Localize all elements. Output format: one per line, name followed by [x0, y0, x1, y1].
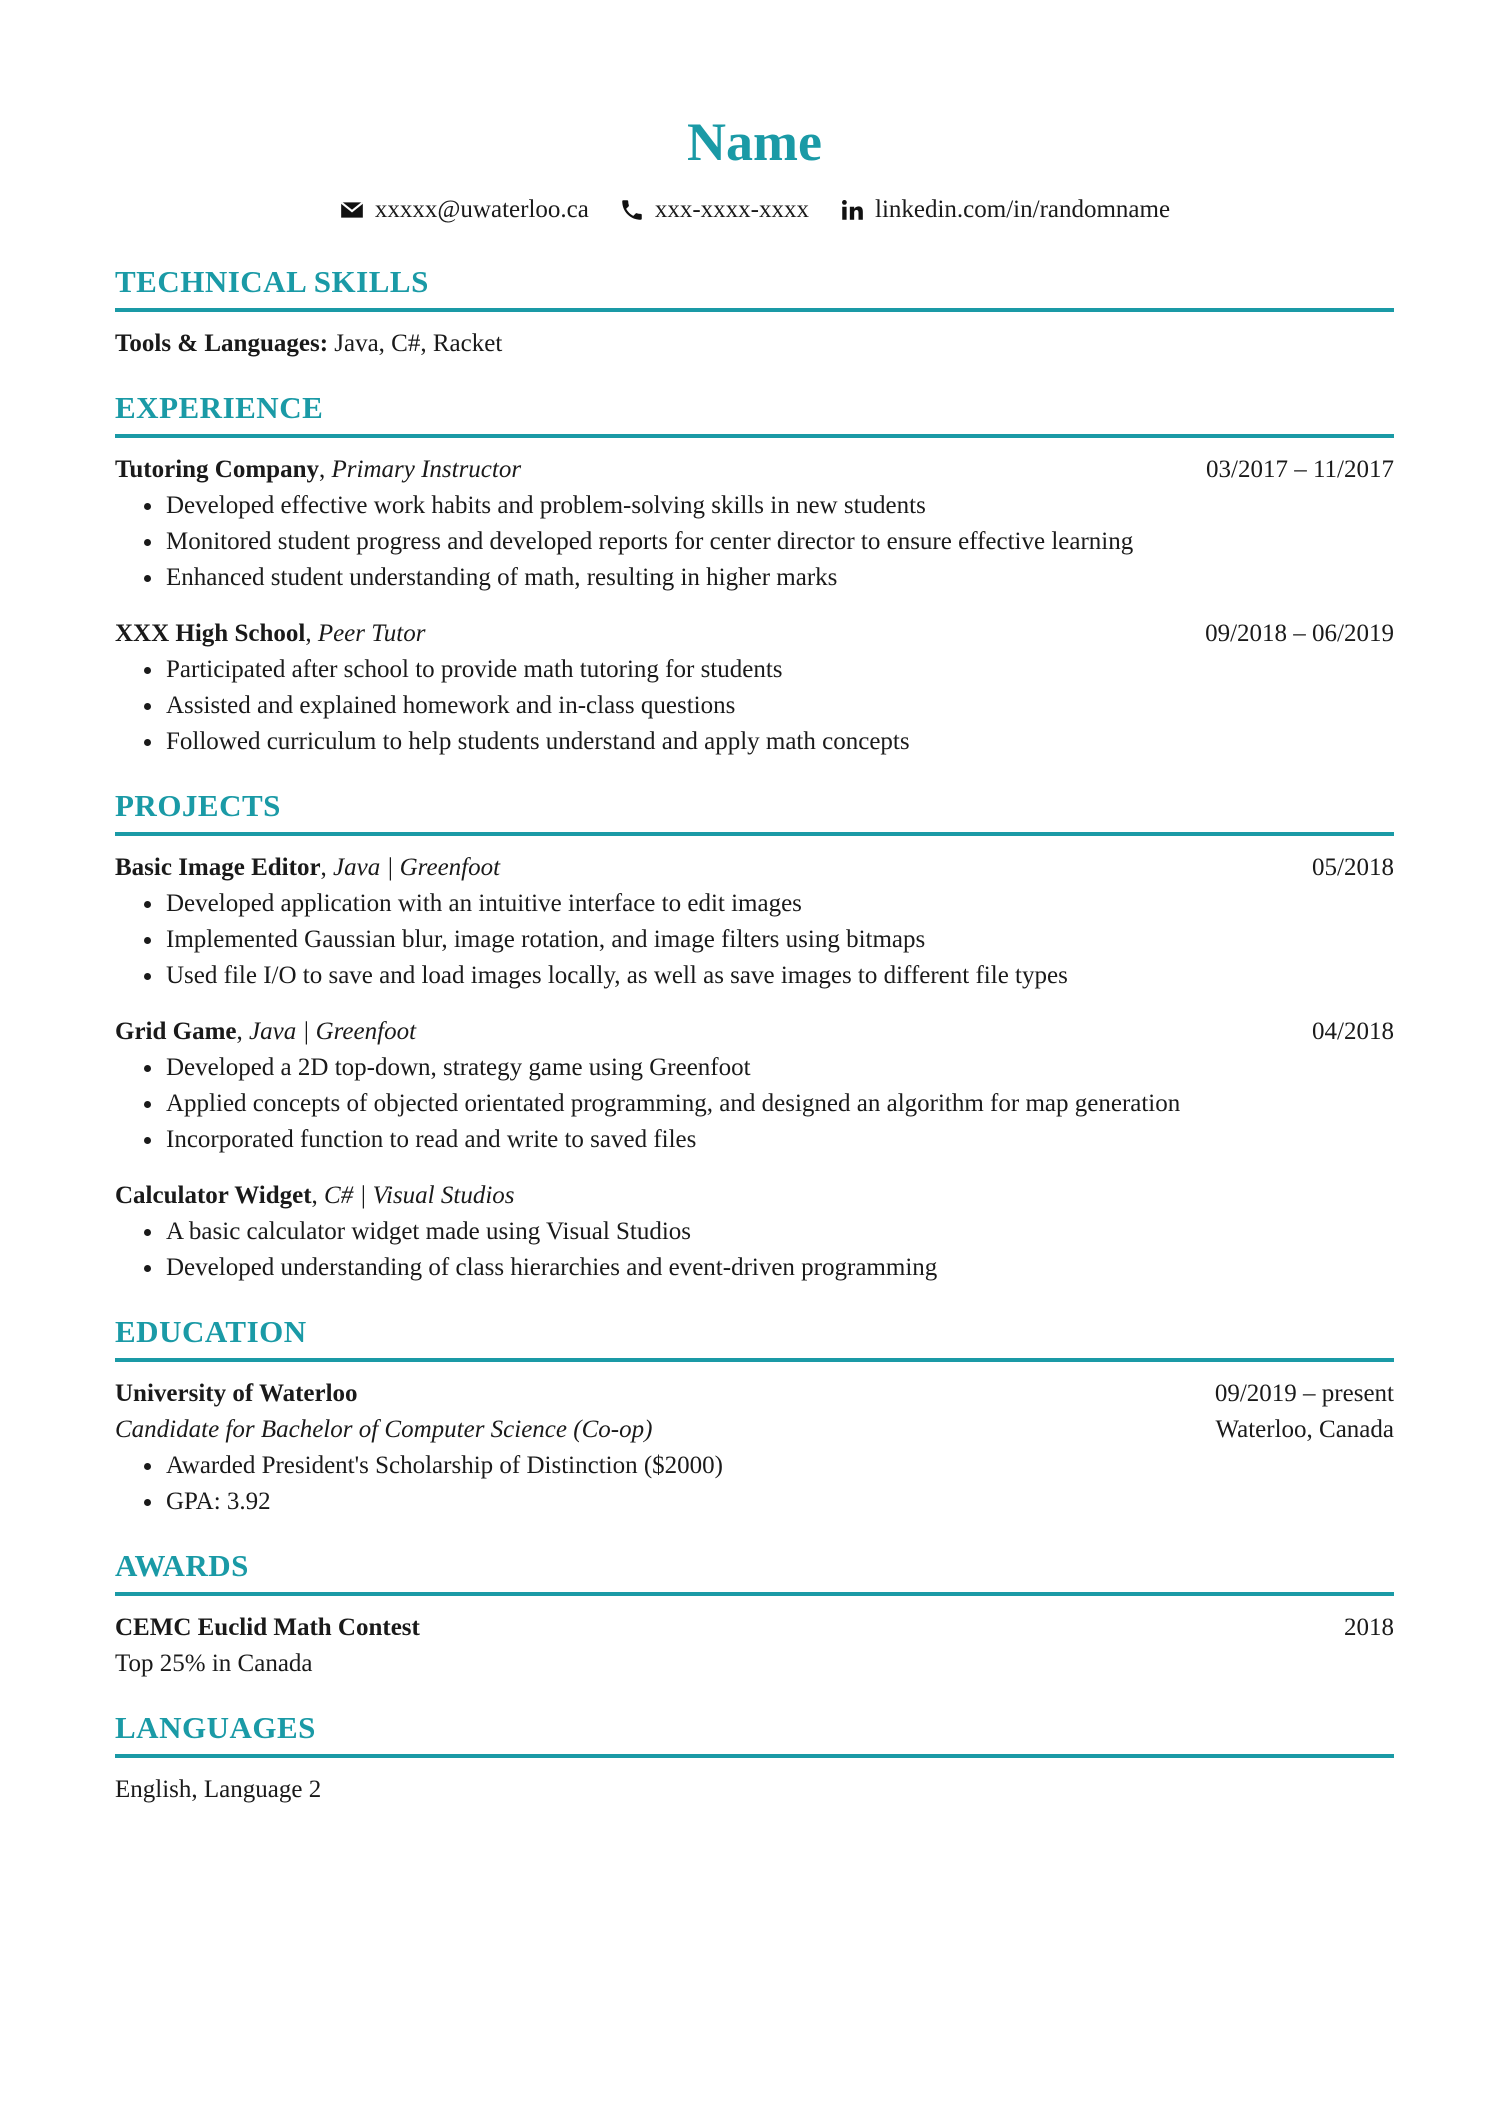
- education-school: University of Waterloo: [115, 1380, 358, 1407]
- section-languages: [115, 1708, 1394, 1808]
- section-education: [115, 1312, 1394, 1520]
- section-experience: [115, 388, 1394, 760]
- education-entry: [115, 1376, 1394, 1520]
- bullet-item: Monitored student progress and developed reports for center director to ensure effective learning: [166, 524, 1206, 560]
- linkedin-icon: [839, 197, 865, 223]
- phone-icon: [619, 197, 645, 223]
- section-title: AWARDS: [115, 1546, 1394, 1596]
- resume-name: Name: [687, 112, 822, 172]
- section-title: LANGUAGES: [115, 1708, 1394, 1758]
- bullet-item: Incorporated function to read and write to saved files: [166, 1122, 1206, 1158]
- bullet-item: Developed understanding of class hierarchies and event-driven programming: [166, 1250, 1206, 1286]
- project-tech: Java | Greenfoot: [249, 1018, 417, 1045]
- experience-org: Tutoring Company: [115, 456, 319, 483]
- bullet-item: Awarded President's Scholarship of Distinction ($2000): [166, 1448, 1206, 1484]
- project-date: 05/2018: [1312, 854, 1394, 881]
- experience-entry: XXX High School, Peer Tutor 09/2018 – 06/2019 Participated after school to provide math tutoring for students Assisted and explained homework and in-class questions Followed curriculum to help students understand and apply math concepts: [115, 616, 1394, 760]
- envelope-icon: [339, 197, 365, 223]
- project-entry: Calculator Widget, C# | Visual Studios A basic calculator widget made using Visual Studios Developed understanding of class hierarchies and event-driven programming: [115, 1178, 1394, 1286]
- section-awards: [115, 1546, 1394, 1682]
- award-entry: [115, 1610, 1394, 1682]
- bullet-item: Developed application with an intuitive interface to edit images: [166, 886, 1206, 922]
- bullet-item: GPA: 3.92: [166, 1484, 1206, 1520]
- project-tech: Java | Greenfoot: [333, 854, 501, 881]
- section-technical-skills: [115, 262, 1394, 362]
- section-title: PROJECTS: [115, 786, 1394, 836]
- project-entry: Basic Image Editor, Java | Greenfoot 05/2018 Developed application with an intuitive interface to edit images Implemented Gaussian blur, image rotation, and image filters using bitmaps Used file I/O to save and load images locally, as well as save images to different file types: [115, 850, 1394, 994]
- contact-linkedin[interactable]: [839, 194, 1170, 226]
- bullet-item: Followed curriculum to help students understand and apply math concepts: [166, 724, 1206, 760]
- project-name: Calculator Widget: [115, 1182, 312, 1209]
- project-name: Basic Image Editor: [115, 854, 321, 881]
- skills-value: Java, C#, Racket: [328, 330, 503, 357]
- education-degree: Candidate for Bachelor of Computer Science (Co-op): [115, 1416, 653, 1443]
- experience-date: 09/2018 – 06/2019: [1205, 620, 1394, 647]
- bullet-item: Enhanced student understanding of math, resulting in higher marks: [166, 560, 1206, 596]
- education-location: Waterloo, Canada: [1215, 1416, 1394, 1443]
- skills-label: Tools & Languages:: [115, 330, 329, 357]
- phone-text: xxx-xxxx-xxxx: [654, 196, 809, 223]
- award-year: 2018: [1344, 1614, 1394, 1641]
- languages-value: English, Language 2: [115, 1776, 322, 1803]
- education-date: 09/2019 – present: [1214, 1380, 1394, 1407]
- bullet-item: Participated after school to provide math tutoring for students: [166, 652, 1206, 688]
- email-text: xxxxx@uwaterloo.ca: [374, 196, 589, 223]
- experience-role: Primary Instructor: [331, 456, 522, 483]
- skills-line: [115, 326, 1394, 362]
- linkedin-text: linkedin.com/in/randomname: [875, 196, 1171, 223]
- project-tech: C# | Visual Studios: [324, 1182, 515, 1209]
- award-name: CEMC Euclid Math Contest: [115, 1614, 420, 1641]
- section-title: TECHNICAL SKILLS: [115, 262, 1394, 312]
- contact-email[interactable]: [339, 194, 589, 226]
- bullet-item: Implemented Gaussian blur, image rotation, and image filters using bitmaps: [166, 922, 1206, 958]
- experience-role: Peer Tutor: [317, 620, 426, 647]
- contact-bar: [115, 194, 1394, 226]
- bullet-item: Assisted and explained homework and in-class questions: [166, 688, 1206, 724]
- project-entry: Grid Game, Java | Greenfoot 04/2018 Developed a 2D top-down, strategy game using Greenfoot Applied concepts of objected orientated programming, and designed an algorithm for map generation Incorporated function to read and write to saved files: [115, 1014, 1394, 1158]
- bullet-item: A basic calculator widget made using Visual Studios: [166, 1214, 1206, 1250]
- section-projects: [115, 786, 1394, 1286]
- experience-entry: Tutoring Company, Primary Instructor 03/2017 – 11/2017 Developed effective work habits and problem-solving skills in new students Monitored student progress and developed reports for center director to ensure effective learning Enhanced student understanding of math, resulting in higher marks: [115, 452, 1394, 596]
- project-date: 04/2018: [1312, 1018, 1394, 1045]
- section-title: EDUCATION: [115, 1312, 1394, 1362]
- bullet-item: Developed effective work habits and problem-solving skills in new students: [166, 488, 1206, 524]
- contact-phone[interactable]: [619, 194, 809, 226]
- experience-date: 03/2017 – 11/2017: [1206, 456, 1394, 483]
- project-name: Grid Game: [115, 1018, 237, 1045]
- experience-org: XXX High School: [115, 620, 306, 647]
- award-detail: Top 25% in Canada: [115, 1650, 313, 1677]
- bullet-item: Developed a 2D top-down, strategy game using Greenfoot: [166, 1050, 1206, 1086]
- bullet-item: Applied concepts of objected orientated programming, and designed an algorithm for map generation: [166, 1086, 1206, 1122]
- section-title: EXPERIENCE: [115, 388, 1394, 438]
- bullet-item: Used file I/O to save and load images locally, as well as save images to different file types: [166, 958, 1206, 994]
